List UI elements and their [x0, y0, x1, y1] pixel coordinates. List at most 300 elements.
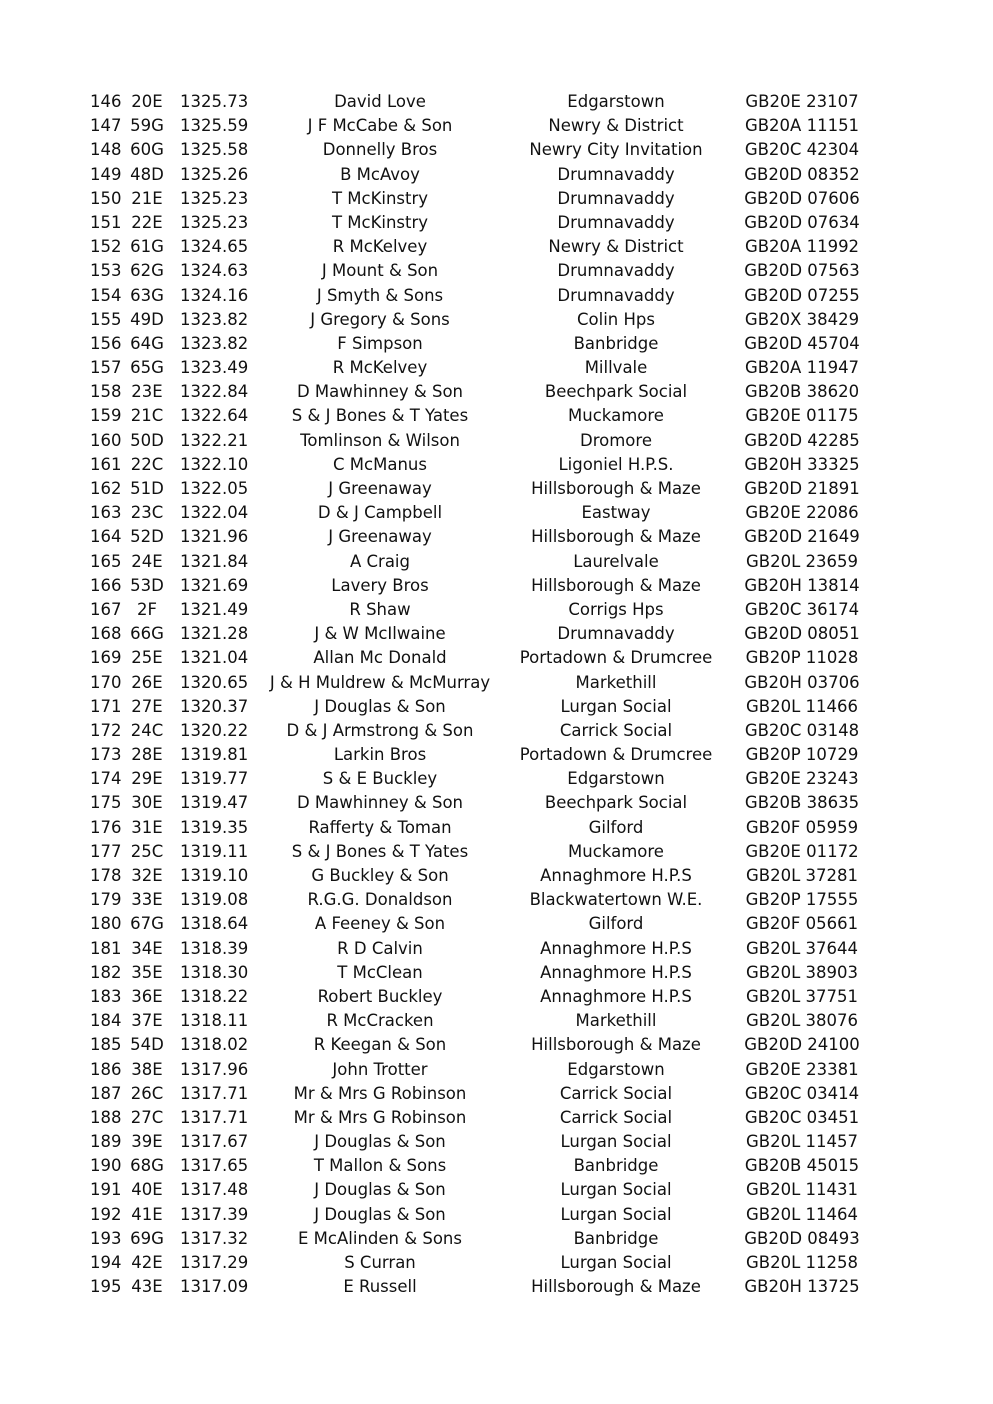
ring-number-cell: GB20L 11431 [745, 1180, 859, 1200]
club-cell: Edgarstown [567, 92, 665, 111]
ref-cell: 40E [131, 1180, 163, 1200]
velocity-cell: 1319.11 [180, 841, 249, 861]
table-row [0, 187, 993, 211]
table-row [0, 284, 993, 308]
fancier-name-cell: T McKinstry [331, 188, 429, 208]
position-cell: 164 [90, 527, 122, 547]
position-cell: 149 [90, 164, 122, 184]
fancier-name-cell: R.G.G. Donaldson [307, 890, 453, 910]
ref-cell: 22E [131, 212, 163, 232]
fancier-name-cell: J Greenaway [328, 527, 432, 547]
club-cell: Drumnavaddy [557, 261, 675, 281]
position-cell: 161 [90, 454, 122, 474]
ref-cell: 29E [131, 769, 163, 789]
table-row [0, 937, 993, 961]
ring-number-cell: GB20L 23659 [745, 551, 859, 571]
ring-number-cell: GB20B 38620 [744, 382, 860, 402]
table-row [0, 1130, 993, 1154]
position-cell: 190 [90, 1156, 122, 1176]
fancier-name-cell: J Gregory & Sons [310, 309, 450, 329]
velocity-cell: 1317.39 [180, 1204, 249, 1224]
ring-number-cell: GB20D 07606 [744, 188, 860, 208]
fancier-name-cell: David Love [334, 92, 426, 111]
ref-cell: 26C [130, 1083, 164, 1103]
table-row [0, 791, 993, 815]
club-cell: Newry & District [548, 237, 684, 257]
club-cell: Edgarstown [567, 769, 665, 789]
velocity-cell: 1319.10 [180, 866, 249, 885]
club-cell: Hillsborough & Maze [531, 1035, 701, 1055]
ring-number-cell: GB20L 11258 [745, 1253, 859, 1272]
position-cell: 173 [90, 745, 122, 765]
position-cell: 176 [90, 817, 122, 837]
velocity-cell: 1317.48 [180, 1180, 249, 1200]
table-row [0, 308, 993, 332]
velocity-cell: 1322.04 [180, 503, 249, 523]
position-cell: 163 [90, 503, 122, 523]
ring-number-cell: GB20D 08493 [744, 1228, 860, 1248]
fancier-name-cell: T Mallon & Sons [313, 1156, 447, 1176]
table-row [0, 743, 993, 767]
table-row [0, 114, 993, 138]
velocity-cell: 1317.09 [180, 1277, 249, 1297]
table-row [0, 767, 993, 791]
club-cell: Gilford [588, 817, 644, 837]
ring-number-cell: GB20P 17555 [745, 890, 859, 910]
ring-number-cell: GB20A 11151 [744, 116, 860, 136]
fancier-name-cell: Robert Buckley [317, 986, 443, 1006]
ref-cell: 49D [130, 309, 164, 329]
club-cell: Banbridge [573, 333, 659, 353]
velocity-cell: 1325.73 [180, 92, 249, 111]
club-cell: Hillsborough & Maze [531, 1277, 701, 1297]
fancier-name-cell: R Keegan & Son [313, 1035, 447, 1055]
club-cell: Blackwatertown W.E. [529, 890, 703, 910]
fancier-name-cell: Allan Mc Donald [313, 648, 447, 668]
ref-cell: 23E [131, 382, 163, 402]
position-cell: 178 [90, 866, 122, 885]
club-cell: Drumnavaddy [557, 212, 675, 232]
club-cell: Annaghmore H.P.S [540, 986, 692, 1006]
position-cell: 148 [90, 140, 122, 160]
fancier-name-cell: J Douglas & Son [314, 1180, 446, 1200]
velocity-cell: 1320.22 [180, 720, 249, 740]
club-cell: Portadown & Drumcree [519, 648, 713, 668]
ring-number-cell: GB20H 13814 [744, 575, 860, 595]
table-row [0, 961, 993, 985]
position-cell: 152 [90, 237, 122, 257]
ref-cell: 61G [130, 237, 164, 257]
ref-cell: 43E [131, 1277, 163, 1297]
fancier-name-cell: Lavery Bros [331, 575, 429, 595]
table-row [0, 1009, 993, 1033]
position-cell: 185 [90, 1035, 122, 1055]
table-row [0, 719, 993, 743]
table-row [0, 380, 993, 404]
ring-number-cell: GB20C 03148 [744, 720, 860, 740]
fancier-name-cell: D Mawhinney & Son [296, 793, 464, 813]
fancier-name-cell: R Shaw [349, 599, 411, 619]
fancier-name-cell: Tomlinson & Wilson [300, 430, 460, 450]
club-cell: Colin Hps [577, 309, 655, 329]
position-cell: 188 [90, 1107, 122, 1127]
ring-number-cell: GB20D 08352 [744, 164, 860, 184]
velocity-cell: 1317.71 [180, 1107, 249, 1127]
ring-number-cell: GB20C 36174 [744, 599, 860, 619]
ring-number-cell: GB20H 03706 [744, 672, 860, 692]
velocity-cell: 1323.49 [180, 358, 249, 378]
club-cell: Markethill [575, 672, 657, 692]
club-cell: Carrick Social [559, 1107, 673, 1127]
table-row [0, 1251, 993, 1275]
table-row [0, 90, 993, 114]
ref-cell: 35E [131, 962, 163, 982]
club-cell: Beechpark Social [544, 793, 688, 813]
table-row [0, 598, 993, 622]
ring-number-cell: GB20C 42304 [744, 140, 860, 160]
velocity-cell: 1318.39 [180, 938, 249, 958]
table-row [0, 259, 993, 283]
position-cell: 151 [90, 212, 122, 232]
position-cell: 189 [90, 1132, 122, 1152]
club-cell: Gilford [588, 914, 644, 934]
fancier-name-cell: S Curran [344, 1253, 416, 1272]
velocity-cell: 1317.29 [180, 1253, 249, 1272]
velocity-cell: 1322.84 [180, 382, 249, 402]
ring-number-cell: GB20E 22086 [745, 503, 859, 523]
club-cell: Hillsborough & Maze [531, 575, 701, 595]
position-cell: 157 [90, 358, 122, 378]
ring-number-cell: GB20D 21649 [744, 527, 860, 547]
ring-number-cell: GB20H 33325 [744, 454, 860, 474]
velocity-cell: 1323.82 [180, 333, 249, 353]
table-row [0, 622, 993, 646]
fancier-name-cell: J Douglas & Son [314, 1132, 446, 1152]
table-row [0, 404, 993, 428]
position-cell: 193 [90, 1228, 122, 1248]
velocity-cell: 1318.22 [180, 986, 249, 1006]
position-cell: 183 [90, 986, 122, 1006]
position-cell: 150 [90, 188, 122, 208]
table-row [0, 1106, 993, 1130]
position-cell: 195 [90, 1277, 122, 1297]
ring-number-cell: GB20E 23381 [745, 1059, 859, 1079]
ref-cell: 2F [137, 599, 157, 619]
velocity-cell: 1324.16 [180, 285, 249, 305]
position-cell: 191 [90, 1180, 122, 1200]
ref-cell: 64G [130, 333, 164, 353]
fancier-name-cell: R McKelvey [332, 358, 428, 378]
club-cell: Lurgan Social [560, 1253, 672, 1272]
ref-cell: 50D [130, 430, 164, 450]
club-cell: Ligoniel H.P.S. [558, 454, 674, 474]
position-cell: 192 [90, 1204, 122, 1224]
table-row [0, 235, 993, 259]
ring-number-cell: GB20A 11947 [744, 358, 860, 378]
ref-cell: 27C [130, 1107, 164, 1127]
velocity-cell: 1321.04 [180, 648, 249, 668]
ref-cell: 41E [131, 1204, 163, 1224]
ring-number-cell: GB20L 11457 [745, 1132, 859, 1152]
ref-cell: 62G [130, 261, 164, 281]
position-cell: 171 [90, 696, 122, 716]
ring-number-cell: GB20B 38635 [744, 793, 860, 813]
club-cell: Newry City Invitation [529, 140, 703, 160]
ref-cell: 30E [131, 793, 163, 813]
ring-number-cell: GB20L 11466 [745, 696, 859, 716]
table-row [0, 816, 993, 840]
table-row [0, 1203, 993, 1227]
ref-cell: 67G [130, 914, 164, 934]
ref-cell: 39E [131, 1132, 163, 1152]
ring-number-cell: GB20D 08051 [744, 624, 860, 644]
ring-number-cell: GB20P 10729 [745, 745, 859, 765]
table-row [0, 646, 993, 670]
velocity-cell: 1318.11 [180, 1011, 249, 1031]
velocity-cell: 1317.32 [180, 1228, 249, 1248]
table-row [0, 574, 993, 598]
velocity-cell: 1317.65 [180, 1156, 249, 1176]
ring-number-cell: GB20D 21891 [744, 479, 860, 498]
velocity-cell: 1322.10 [180, 454, 249, 474]
club-cell: Carrick Social [559, 1083, 673, 1103]
club-cell: Eastway [581, 503, 651, 523]
fancier-name-cell: D & J Campbell [317, 503, 443, 523]
fancier-name-cell: R D Calvin [337, 938, 423, 958]
fancier-name-cell: D & J Armstrong & Son [286, 720, 474, 740]
ring-number-cell: GB20E 23243 [745, 769, 859, 789]
ref-cell: 20E [131, 92, 163, 111]
table-row [0, 695, 993, 719]
ring-number-cell: GB20D 24100 [744, 1035, 860, 1055]
fancier-name-cell: D Mawhinney & Son [296, 382, 464, 402]
club-cell: Annaghmore H.P.S [540, 938, 692, 958]
club-cell: Drumnavaddy [557, 188, 675, 208]
fancier-name-cell: J Smyth & Sons [316, 285, 444, 305]
fancier-name-cell: T McClean [337, 962, 423, 982]
ring-number-cell: GB20C 03414 [744, 1083, 860, 1103]
ref-cell: 28E [131, 745, 163, 765]
velocity-cell: 1325.23 [180, 188, 249, 208]
ref-cell: 52D [130, 527, 164, 547]
club-cell: Banbridge [573, 1156, 659, 1176]
velocity-cell: 1317.71 [180, 1083, 249, 1103]
ref-cell: 51D [130, 479, 164, 498]
position-cell: 172 [90, 720, 122, 740]
ref-cell: 27E [131, 696, 163, 716]
club-cell: Dromore [580, 430, 652, 450]
fancier-name-cell: R McCracken [326, 1011, 434, 1031]
position-cell: 187 [90, 1083, 122, 1103]
table-row [0, 912, 993, 936]
ref-cell: 31E [131, 817, 163, 837]
velocity-cell: 1319.81 [180, 745, 249, 765]
table-row [0, 1154, 993, 1178]
ref-cell: 37E [131, 1011, 163, 1031]
table-row [0, 864, 993, 888]
table-row [0, 138, 993, 162]
ref-cell: 59G [130, 116, 164, 136]
fancier-name-cell: A Feeney & Son [314, 914, 446, 934]
ring-number-cell: GB20E 01172 [745, 841, 859, 861]
fancier-name-cell: B McAvoy [340, 164, 420, 184]
fancier-name-cell: G Buckley & Son [311, 866, 449, 885]
velocity-cell: 1321.28 [180, 624, 249, 644]
velocity-cell: 1318.02 [180, 1035, 249, 1055]
club-cell: Beechpark Social [544, 382, 688, 402]
table-row [0, 1033, 993, 1057]
ref-cell: 21E [131, 188, 163, 208]
position-cell: 170 [90, 672, 122, 692]
fancier-name-cell: E Russell [343, 1277, 417, 1297]
position-cell: 168 [90, 624, 122, 644]
results-table [0, 90, 993, 1299]
club-cell: Markethill [575, 1011, 657, 1031]
fancier-name-cell: S & E Buckley [322, 769, 438, 789]
ring-number-cell: GB20E 01175 [745, 406, 859, 426]
club-cell: Drumnavaddy [557, 285, 675, 305]
ref-cell: 32E [131, 866, 163, 885]
club-cell: Newry & District [548, 116, 684, 136]
fancier-name-cell: J Mount & Son [321, 261, 439, 281]
ref-cell: 68G [130, 1156, 164, 1176]
velocity-cell: 1318.30 [180, 962, 249, 982]
club-cell: Lurgan Social [560, 696, 672, 716]
velocity-cell: 1321.84 [180, 551, 249, 571]
club-cell: Lurgan Social [560, 1204, 672, 1224]
ref-cell: 53D [130, 575, 164, 595]
fancier-name-cell: Donnelly Bros [322, 140, 438, 160]
position-cell: 181 [90, 938, 122, 958]
ref-cell: 33E [131, 890, 163, 910]
position-cell: 167 [90, 599, 122, 619]
fancier-name-cell: J & W McIlwaine [314, 624, 446, 644]
fancier-name-cell: S & J Bones & T Yates [291, 841, 469, 861]
club-cell: Muckamore [568, 406, 664, 426]
club-cell: Millvale [584, 358, 648, 378]
position-cell: 177 [90, 841, 122, 861]
club-cell: Corrigs Hps [568, 599, 664, 619]
velocity-cell: 1322.05 [180, 479, 249, 498]
velocity-cell: 1323.82 [180, 309, 249, 329]
fancier-name-cell: J Douglas & Son [314, 1204, 446, 1224]
ref-cell: 60G [130, 140, 164, 160]
ref-cell: 26E [131, 672, 163, 692]
club-cell: Drumnavaddy [557, 624, 675, 644]
table-row [0, 332, 993, 356]
club-cell: Drumnavaddy [557, 164, 675, 184]
club-cell: Muckamore [568, 841, 664, 861]
velocity-cell: 1324.65 [180, 237, 249, 257]
position-cell: 159 [90, 406, 122, 426]
ring-number-cell: GB20D 07255 [744, 285, 860, 305]
ring-number-cell: GB20F 05959 [745, 817, 859, 837]
table-row [0, 1275, 993, 1299]
ring-number-cell: GB20P 11028 [745, 648, 859, 668]
table-row [0, 453, 993, 477]
fancier-name-cell: John Trotter [332, 1059, 428, 1079]
table-row [0, 525, 993, 549]
position-cell: 156 [90, 333, 122, 353]
club-cell: Edgarstown [567, 1059, 665, 1079]
ring-number-cell: GB20X 38429 [744, 309, 860, 329]
velocity-cell: 1320.37 [180, 696, 249, 716]
ring-number-cell: GB20L 11464 [745, 1204, 859, 1224]
table-row [0, 501, 993, 525]
fancier-name-cell: J Douglas & Son [314, 696, 446, 716]
club-cell: Annaghmore H.P.S [540, 866, 692, 885]
table-row [0, 840, 993, 864]
table-row [0, 356, 993, 380]
ring-number-cell: GB20L 38076 [745, 1011, 859, 1031]
ring-number-cell: GB20L 38903 [745, 962, 859, 982]
velocity-cell: 1325.23 [180, 212, 249, 232]
velocity-cell: 1322.21 [180, 430, 249, 450]
table-row [0, 211, 993, 235]
ref-cell: 25C [130, 841, 164, 861]
ring-number-cell: GB20A 11992 [744, 237, 860, 257]
table-row [0, 477, 993, 501]
fancier-name-cell: R McKelvey [332, 237, 428, 257]
fancier-name-cell: E McAlinden & Sons [298, 1228, 462, 1248]
position-cell: 154 [90, 285, 122, 305]
ref-cell: 54D [130, 1035, 164, 1055]
ref-cell: 23C [130, 503, 164, 523]
position-cell: 186 [90, 1059, 122, 1079]
velocity-cell: 1324.63 [180, 261, 249, 281]
table-row [0, 1082, 993, 1106]
velocity-cell: 1321.96 [180, 527, 249, 547]
fancier-name-cell: T McKinstry [331, 212, 429, 232]
ref-cell: 24E [131, 551, 163, 571]
ring-number-cell: GB20F 05661 [745, 914, 859, 934]
ref-cell: 66G [130, 624, 164, 644]
fancier-name-cell: J F McCabe & Son [307, 116, 453, 136]
velocity-cell: 1318.64 [180, 914, 249, 934]
position-cell: 169 [90, 648, 122, 668]
club-cell: Hillsborough & Maze [531, 479, 701, 498]
table-row [0, 985, 993, 1009]
ref-cell: 22C [130, 454, 164, 474]
club-cell: Lurgan Social [560, 1132, 672, 1152]
fancier-name-cell: J & H Muldrew & McMurray [269, 672, 491, 692]
club-cell: Annaghmore H.P.S [540, 962, 692, 982]
fancier-name-cell: C McManus [333, 454, 427, 474]
table-row [0, 1058, 993, 1082]
velocity-cell: 1320.65 [180, 672, 249, 692]
ring-number-cell: GB20C 03451 [744, 1107, 860, 1127]
table-row [0, 1178, 993, 1202]
velocity-cell: 1325.59 [180, 116, 249, 136]
velocity-cell: 1319.35 [180, 817, 249, 837]
ring-number-cell: GB20D 42285 [744, 430, 860, 450]
position-cell: 184 [90, 1011, 122, 1031]
fancier-name-cell: Mr & Mrs G Robinson [293, 1107, 467, 1127]
ref-cell: 36E [131, 986, 163, 1006]
club-cell: Banbridge [573, 1228, 659, 1248]
position-cell: 165 [90, 551, 122, 571]
ref-cell: 69G [130, 1228, 164, 1248]
velocity-cell: 1325.26 [180, 164, 249, 184]
velocity-cell: 1319.47 [180, 793, 249, 813]
velocity-cell: 1321.69 [180, 575, 249, 595]
velocity-cell: 1317.96 [180, 1059, 249, 1079]
fancier-name-cell: Mr & Mrs G Robinson [293, 1083, 467, 1103]
position-cell: 179 [90, 890, 122, 910]
ref-cell: 24C [130, 720, 164, 740]
ring-number-cell: GB20E 23107 [745, 92, 859, 111]
ref-cell: 63G [130, 285, 164, 305]
